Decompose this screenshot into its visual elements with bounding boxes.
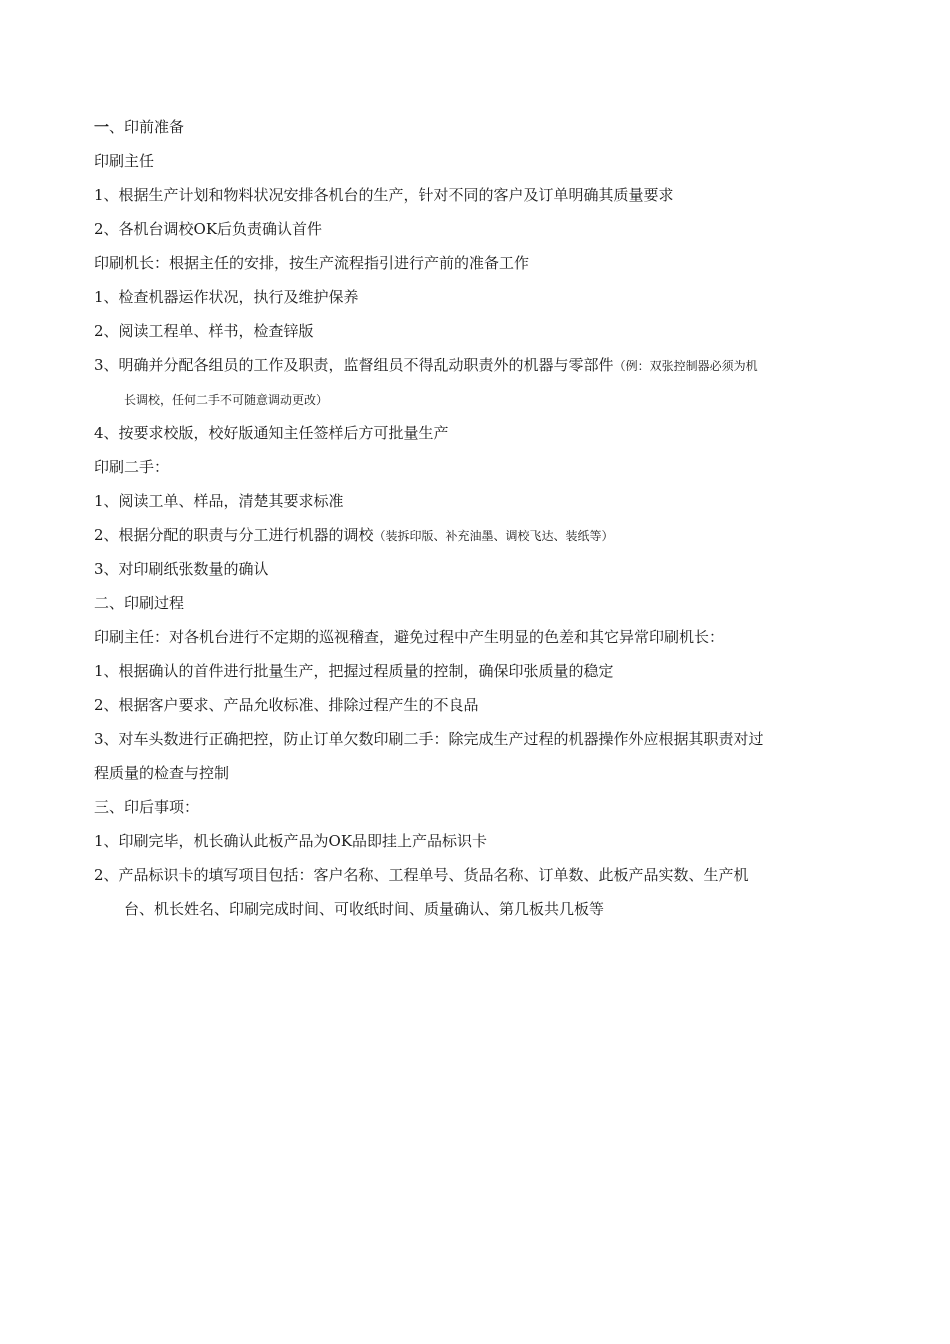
list-item-text: 2、根据分配的职责与分工进行机器的调校 <box>94 526 374 544</box>
list-item <box>94 518 864 552</box>
section-heading-printing-process: 二、印刷过程 <box>94 594 185 612</box>
list-item-continuation: 程质量的检查与控制 <box>94 764 230 782</box>
list-item-note: （例：双张控制器必须为机 <box>613 359 758 373</box>
list-item: 3、对车头数进行正确把控，防止订单欠数印刷二手：除完成生产过程的机器操作外应根据其职责对过 <box>94 730 764 748</box>
list-item: 3、对印刷纸张数量的确认 <box>94 560 269 578</box>
list-item: 1、阅读工单、样品，清楚其要求标准 <box>94 492 344 510</box>
list-item-note: 长调校，任何二手不可随意调动更改） <box>124 393 329 407</box>
heading-text: 、印前准备 <box>109 118 185 136</box>
list-item: 4、按要求校版，校好版通知主任签样后方可批量生产 <box>94 424 449 442</box>
heading-numeral: 一 <box>94 118 110 136</box>
list-item-text: 3、明确并分配各组员的工作及职责，监督组员不得乱动职责外的机器与零部件 <box>94 356 614 374</box>
section-heading-postpress: 三、印后事项： <box>94 798 200 816</box>
list-item: 1、印刷完毕，机长确认此板产品为OK品即挂上产品标识卡 <box>94 832 488 850</box>
list-item: 2、各机台调校OK后负责确认首件 <box>94 220 323 238</box>
list-item: 2、根据客户要求、产品允收标准、排除过程产生的不良品 <box>94 696 479 714</box>
role-heading-press-assistant: 印刷二手： <box>94 458 170 476</box>
role-heading-press-captain: 印刷机长：根据主任的安排，按生产流程指引进行产前的准备工作 <box>94 254 530 272</box>
list-item-note: （装拆印版、补充油墨、调校飞达、装纸等） <box>373 529 614 543</box>
list-item-continuation: 台、机长姓名、印刷完成时间、可收纸时间、质量确认、第几板共几板等 <box>124 900 605 918</box>
list-item: 2、产品标识卡的填写项目包括：客户名称、工程单号、货品名称、订单数、此板产品实数、生产机 <box>94 866 749 884</box>
list-item: 1、根据生产计划和物料状况安排各机台的生产，针对不同的客户及订单明确其质量要求 <box>94 186 674 204</box>
list-item-continuation <box>94 382 864 416</box>
role-heading-print-supervisor: 印刷主任 <box>94 152 155 170</box>
list-item: 2、阅读工程单、样书，检查锌版 <box>94 322 314 340</box>
document-body <box>94 110 864 926</box>
list-item <box>94 348 864 382</box>
list-item: 1、根据确认的首件进行批量生产，把握过程质量的控制，确保印张质量的稳定 <box>94 662 614 680</box>
role-heading-print-supervisor: 印刷主任：对各机台进行不定期的巡视稽查，避免过程中产生明显的色差和其它异常印刷机长： <box>94 628 725 646</box>
section-heading-prepress <box>94 110 864 144</box>
list-item: 1、检查机器运作状况，执行及维护保养 <box>94 288 359 306</box>
